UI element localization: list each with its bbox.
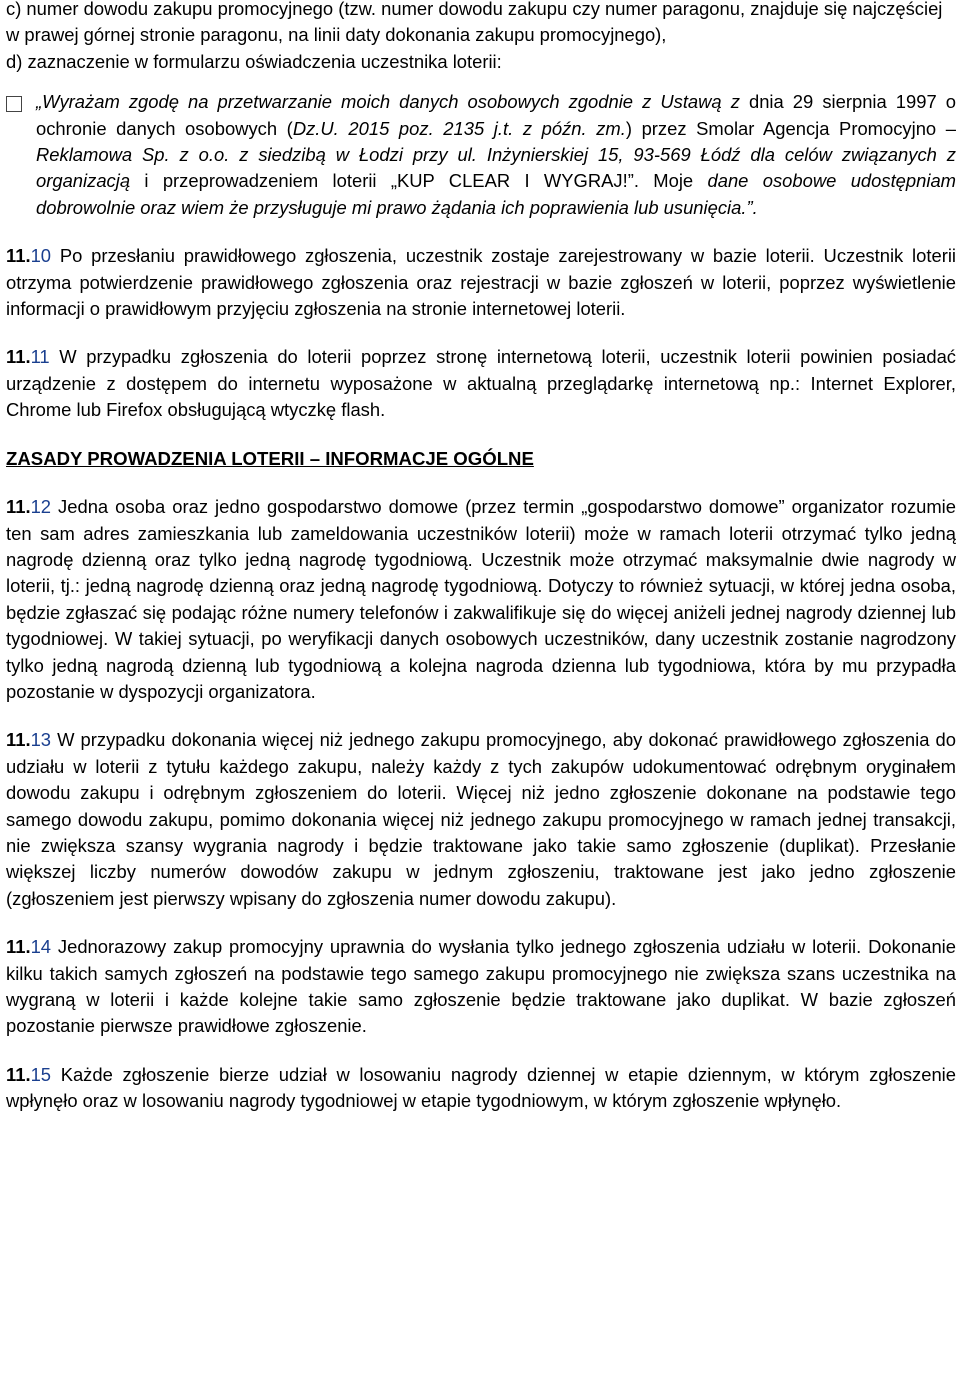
section-text: Jednorazowy zakup promocyjny uprawnia do wysłania tylko jednego zgłoszenia udziału w loterii. Dokonanie kilku takich samych zgłoszeń na podstawie tego samego zakupu promocyjnego nie zwiększa szans uczestnika na wygraną w loterii i każde kolejne takie samo zgłoszenie będzie traktowane jako duplikat. W bazie zgłoszeń pozostanie pierwsze prawidłowe zgłoszenie. bbox=[6, 936, 956, 1037]
section-number: 11.14 bbox=[6, 936, 52, 958]
consent-clause bbox=[6, 89, 956, 221]
item-d: d) zaznaczenie w formularzu oświadczenia uczestnika loterii: bbox=[6, 50, 502, 72]
consent-text-6: i przeprowadzeniem loterii „KUP CLEAR I WYGRAJ!”. Moje bbox=[130, 170, 708, 192]
section-number: 11.10 bbox=[6, 245, 52, 267]
section-11-14 bbox=[6, 934, 956, 1040]
section-text: W przypadku zgłoszenia do loterii poprzez stronę internetową loterii, uczestnik loterii powinien posiadać urządzenie z dostępem do internetu wyposażone w aktualną przeglądarkę internetową np.: Internet Explorer, Chrome lub Firefox obsługującą wtyczkę flash. bbox=[6, 346, 956, 421]
section-heading: ZASADY PROWADZENIA LOTERII – INFORMACJE OGÓLNE bbox=[6, 447, 534, 469]
consent-text-5: Reklamowa Sp. z o.o. z siedzibą w Łodzi przy ul. Inżynierskiej 15, 93-569 Łódź dla celów związanych z organizacją bbox=[36, 144, 956, 192]
item-c: c) numer dowodu zakupu promocyjnego (tzw. numer dowodu zakupu czy numer paragonu, znajduje się najczęściej w prawej górnej stronie paragonu, na linii daty dokonania zakupu promocyjnego), bbox=[6, 0, 943, 46]
section-number: 11.11 bbox=[6, 346, 50, 368]
consent-text-7: dane osobowe udostępniam dobrowolnie oraz wiem że przysługuje mi prawo żądania ich poprawienia lub usunięcia.”. bbox=[36, 170, 957, 218]
consent-text-4: ) przez Smolar Agencja Promocyjno – bbox=[625, 117, 956, 139]
section-number: 11.13 bbox=[6, 729, 52, 751]
section-text: Po przesłaniu prawidłowego zgłoszenia, uczestnik zostaje zarejestrowany w bazie loterii. Uczestnik loterii otrzyma potwierdzenie prawidłowego zgłoszenia oraz rejestracji w bazie zgłoszeń w loterii, poprzez wyświetlenie informacji o prawidłowym przyjęciu zgłoszenia na stronie internetowej loterii. bbox=[6, 245, 956, 320]
section-11-10 bbox=[6, 243, 956, 322]
consent-text-3: Dz.U. 2015 poz. 2135 j.t. z późn. zm. bbox=[292, 117, 626, 139]
section-text: Każde zgłoszenie bierze udział w losowaniu nagrody dziennej w etapie dziennym, w którym zgłoszenie wpłynęło oraz w losowaniu nagrody tygodniowej w etapie tygodniowym, w którym zgłoszenie wpłynęło. bbox=[6, 1063, 956, 1112]
section-number: 11.12 bbox=[6, 496, 52, 518]
section-text: Jedna osoba oraz jedno gospodarstwo domowe (przez termin „gospodarstwo domowe” organizator rozumie ten sam adres zamieszkania lub zameldowania uczestników loterii) może w ramach loterii otrzymać tylko jedną nagrodę dzienną oraz tylko jedną nagrodę tygodniową. Uczestnik może otrzymać maksymalnie dwie nagrody w loterii, tj.: jedną nagrodę dzienną oraz jedną nagrodę tygodniową. Dotyczy to również sytuacji, w której jedna osoba, będzie zgłaszać się podając różne numery telefonów i zakwalifikuje się do więcej aniżeli jednej nagrody dziennej lub tygodniowej. W takiej sytuacji, po weryfikacji danych osobowych uczestników, dany uczestnik zostanie nagrodzony tylko jedną nagrodą dzienną lub tygodniową a kolejna nagroda dzienna lub tygodniowa, która by mu przypadła pozostanie w dyspozycji organizatora. bbox=[6, 496, 956, 702]
section-11-12 bbox=[6, 494, 956, 705]
section-number: 11.15 bbox=[6, 1063, 52, 1085]
section-11-11 bbox=[6, 344, 956, 423]
document-page bbox=[6, 0, 956, 1115]
section-11-13 bbox=[6, 727, 956, 912]
checkbox-icon[interactable] bbox=[6, 96, 22, 112]
section-11-15 bbox=[6, 1062, 956, 1115]
consent-text-1: „Wyrażam zgodę na przetwarzanie moich danych osobowych zgodnie z Ustawą z bbox=[36, 91, 740, 113]
consent-text-2: dnia 29 sierpnia 1997 o ochronie danych osobowych ( bbox=[36, 91, 956, 139]
section-text: W przypadku dokonania więcej niż jednego zakupu promocyjnego, aby dokonać prawidłowego zgłoszenia do udziału w loterii z tytułu każdego zakupu, należy każdy z tych zakupów udokumentować odrębnym oryginałem dowodu zakupu i odrębnym zgłoszeniem do loterii. Więcej niż jedno zgłoszenie dokonane na podstawie tego samego dowodu zakupu, pomimo dokonania więcej niż jednego zakupu promocyjnego w ramach jednej transakcji, nie zwiększa szansy wygrania nagrody i będzie traktowane jako takie samo zgłoszenie (duplikat). Przesłanie większej liczby numerów dowodów zakupu w jednym zgłoszeniu, traktowane jest jako jedno zgłoszenie (zgłoszeniem jest pierwszy wpisany do zgłoszenia numer dowodu zakupu). bbox=[6, 729, 956, 909]
